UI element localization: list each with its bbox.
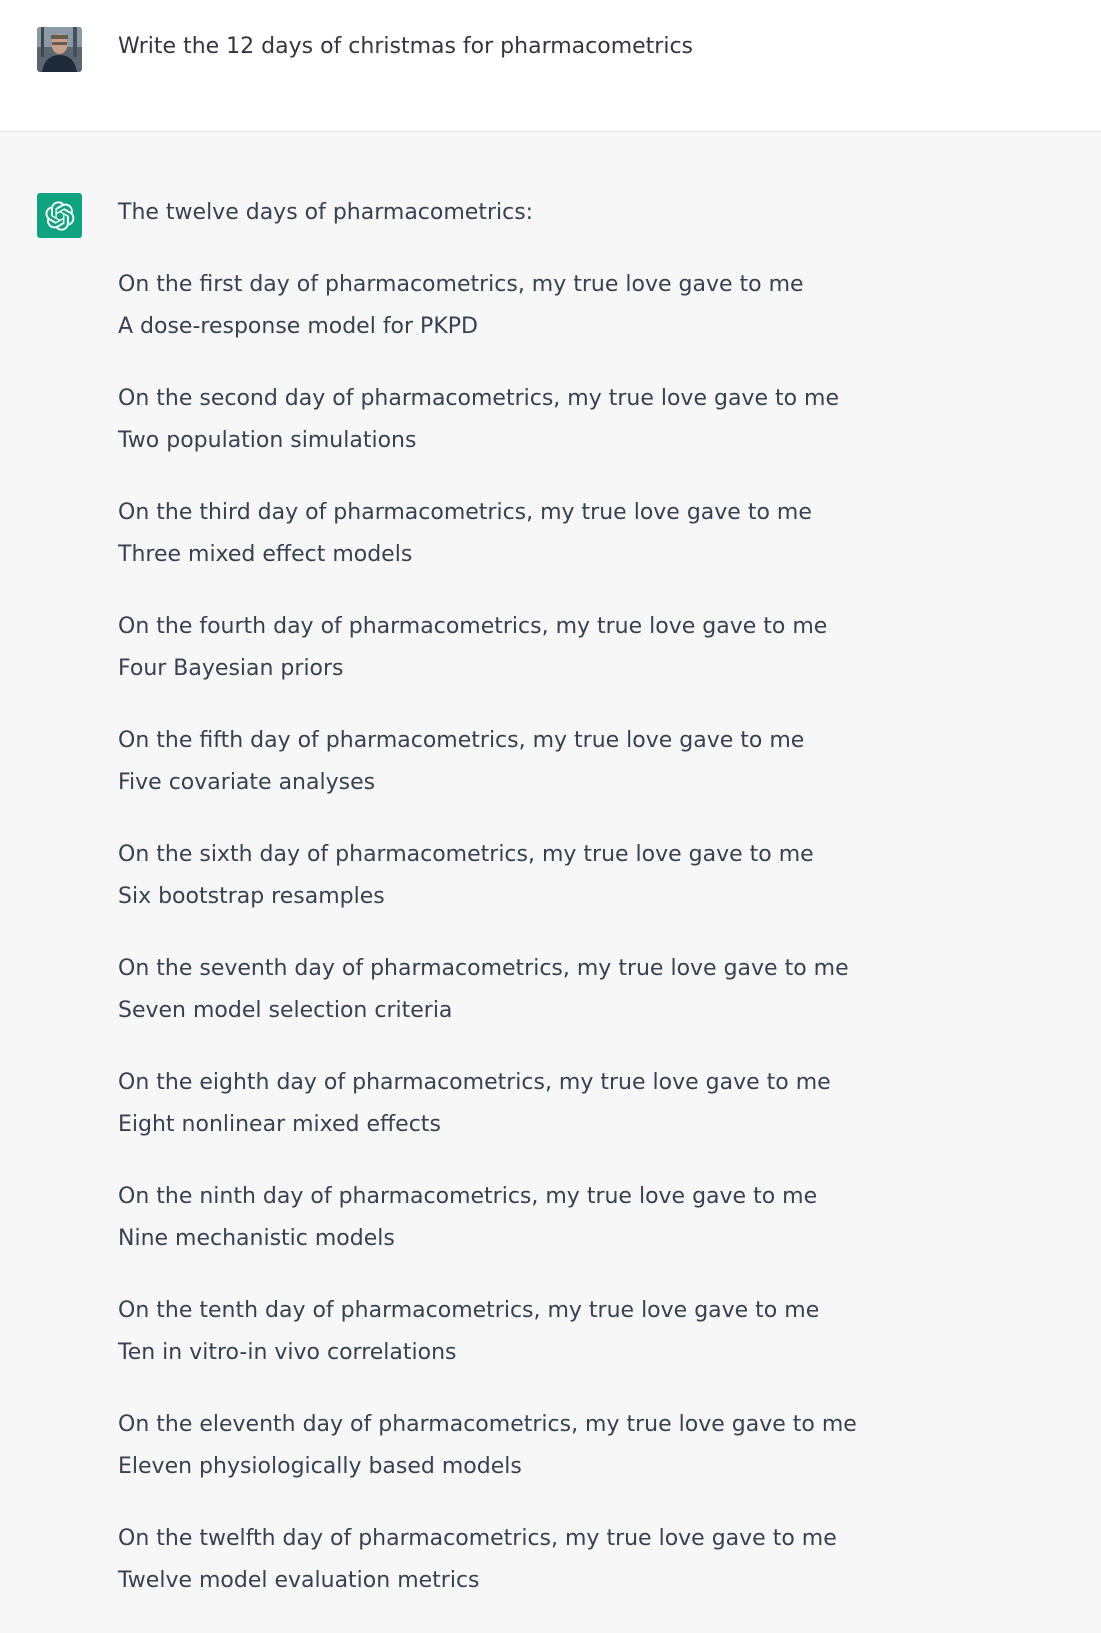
verse-line-2: Twelve model evaluation metrics (118, 1568, 480, 1593)
verse-line-2: Seven model selection criteria (118, 998, 453, 1023)
verse-line-2: Three mixed effect models (118, 542, 413, 567)
verse-line-2: Nine mechanistic models (118, 1226, 395, 1251)
user-message-text: Write the 12 days of christmas for pharmacometrics (118, 34, 693, 59)
openai-logo-icon (45, 201, 75, 231)
verse-line-2: Two population simulations (118, 428, 417, 453)
assistant-message-row (0, 132, 1101, 1633)
assistant-message-content (118, 192, 1018, 1632)
verse-line-1: On the second day of pharmacometrics, my true love gave to me (118, 386, 840, 411)
verse-line-2: Four Bayesian priors (118, 656, 344, 681)
verse-10 (118, 1290, 1018, 1374)
verse-3 (118, 492, 1018, 576)
verse-line-1: On the first day of pharmacometrics, my true love gave to me (118, 272, 804, 297)
verse-line-1: On the sixth day of pharmacometrics, my true love gave to me (118, 842, 814, 867)
assistant-avatar (37, 193, 82, 238)
verse-line-1: On the third day of pharmacometrics, my true love gave to me (118, 500, 812, 525)
verse-6 (118, 834, 1018, 918)
user-message-row (0, 0, 1101, 132)
verse-line-1: On the eighth day of pharmacometrics, my true love gave to me (118, 1070, 831, 1095)
verse-12 (118, 1518, 1018, 1602)
verse-line-1: On the ninth day of pharmacometrics, my true love gave to me (118, 1184, 818, 1209)
verse-line-1: On the twelfth day of pharmacometrics, my true love gave to me (118, 1526, 837, 1551)
verse-7 (118, 948, 1018, 1032)
assistant-intro: The twelve days of pharmacometrics: (118, 200, 534, 225)
verse-line-2: Eight nonlinear mixed effects (118, 1112, 441, 1137)
user-avatar-photo-icon (37, 27, 82, 72)
verse-line-2: Six bootstrap resamples (118, 884, 385, 909)
verse-11 (118, 1404, 1018, 1488)
verse-line-2: A dose-response model for PKPD (118, 314, 478, 339)
user-avatar (37, 27, 82, 72)
verse-line-1: On the tenth day of pharmacometrics, my true love gave to me (118, 1298, 820, 1323)
verse-line-1: On the eleventh day of pharmacometrics, my true love gave to me (118, 1412, 857, 1437)
verse-line-1: On the fourth day of pharmacometrics, my true love gave to me (118, 614, 828, 639)
verse-line-2: Eleven physiologically based models (118, 1454, 522, 1479)
verse-line-1: On the fifth day of pharmacometrics, my true love gave to me (118, 728, 805, 753)
verse-line-2: Five covariate analyses (118, 770, 376, 795)
verse-1 (118, 264, 1018, 348)
verse-4 (118, 606, 1018, 690)
verse-5 (118, 720, 1018, 804)
verse-line-2: Ten in vitro-in vivo correlations (118, 1340, 457, 1365)
verse-8 (118, 1062, 1018, 1146)
verse-line-1: On the seventh day of pharmacometrics, my true love gave to me (118, 956, 849, 981)
verse-2 (118, 378, 1018, 462)
verse-9 (118, 1176, 1018, 1260)
